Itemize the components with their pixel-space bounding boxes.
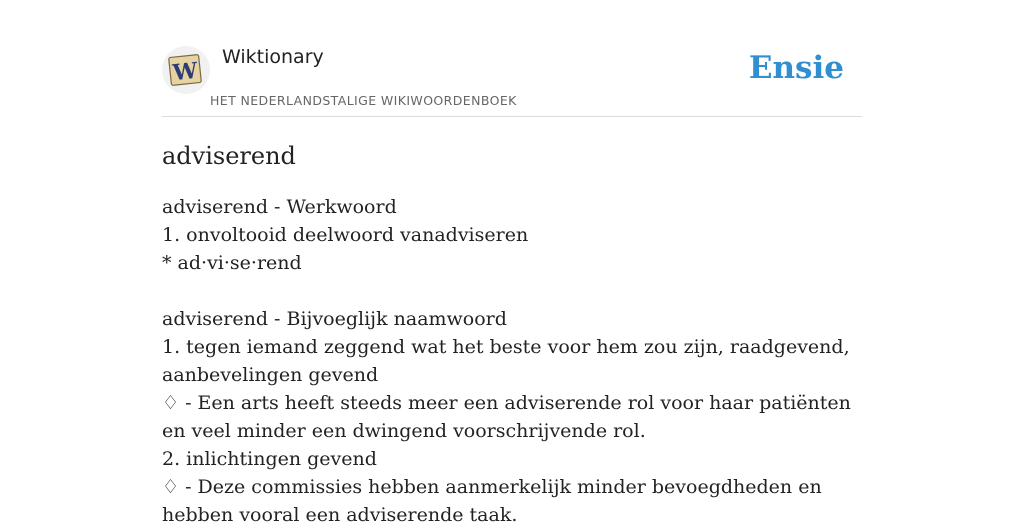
entry-bijvoeglijk-naamwoord [162, 305, 862, 529]
example-line: ♢ - Een arts heeft steeds meer een adviserende rol voor haar patiënten en veel minder een dwingend voorschrijvende rol. [162, 392, 851, 442]
entry-heading: adviserend - Werkwoord [162, 196, 397, 218]
entry-werkwoord [162, 193, 862, 277]
ensie-brand-link[interactable]: Ensie [748, 50, 844, 86]
page-title: adviserend [162, 142, 296, 170]
wiktionary-logo[interactable] [162, 46, 210, 94]
definition-line: 2. inlichtingen gevend [162, 448, 377, 470]
wiktionary-tile-icon [168, 53, 204, 87]
site-tagline: HET NEDERLANDSTALIGE WIKIWOORDENBOEK [210, 93, 517, 108]
entry-heading: adviserend - Bijvoeglijk naamwoord [162, 308, 507, 330]
logo-letter: W [171, 57, 199, 87]
example-line: ♢ - Deze commissies hebben aanmerkelijk minder bevoegdheden en hebben vooral een adviserende taak. [162, 476, 822, 526]
definition-entries [162, 193, 862, 529]
definition-line: 1. onvoltooid deelwoord vanadviseren [162, 224, 529, 246]
site-name[interactable]: Wiktionary [222, 46, 324, 68]
hyphenation-line: * ad·vi·se·rend [162, 252, 302, 274]
site-header [162, 0, 862, 117]
definition-line: 1. tegen iemand zeggend wat het beste voor hem zou zijn, raadgevend, aanbevelingen gevend [162, 336, 850, 386]
page [162, 0, 862, 529]
